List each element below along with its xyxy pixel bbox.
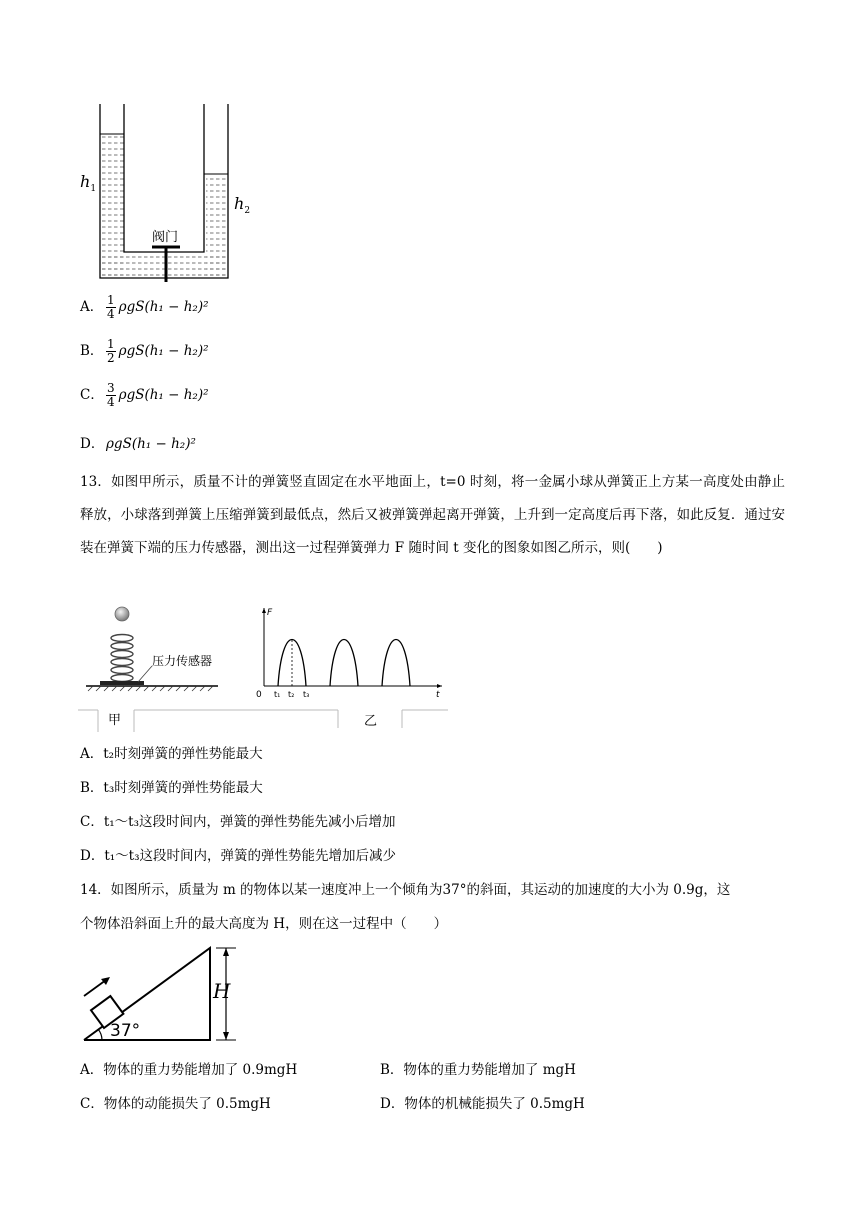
- q14-option-a: A．物体的重力势能增加了 0.9mgH: [80, 1062, 298, 1078]
- force-time-graph: [254, 604, 448, 728]
- q14-stem-line1: 14．如图所示，质量为 m 的物体以某一速度冲上一个倾角为37°的斜面，其运动的加速度的大小为 0.9g，这: [80, 882, 731, 898]
- svg-text:t₂: t₂: [288, 690, 295, 699]
- q14-stem-line2: 个物体沿斜面上升的最大高度为 H，则在这一过程中（ ）: [80, 916, 448, 932]
- q14-option-b: B．物体的重力势能增加了 mgH: [380, 1062, 576, 1078]
- fraction: $\frac{3}{4}$: [107, 381, 115, 409]
- q12-option-d: D． ρgS(h₁ − h₂)²: [80, 436, 196, 452]
- q12-option-c: C． $\frac{3}{4}$ ρgS(h₁ − h₂)²: [80, 381, 209, 409]
- h1-label: $h_1$: [80, 172, 97, 195]
- q13-option-d: D．t₁～t₃这段时间内，弹簧的弹性势能先增加后减少: [80, 848, 396, 864]
- fig-jia-label: 甲: [108, 713, 122, 728]
- fraction: $\frac{1}{4}$: [107, 293, 115, 321]
- q13-option-a: A．t₂时刻弹簧的弹性势能最大: [80, 746, 263, 762]
- u-tube-figure: [78, 104, 258, 284]
- svg-text:t: t: [436, 690, 440, 700]
- h2-label: $h_2$: [234, 194, 251, 217]
- q13-stem: 13．如图甲所示，质量不计的弹簧竖直固定在水平地面上，t=0 时刻，将一金属小球从弹簧正上方某一高度处由静止释放，小球落到弹簧上压缩弹簧到最低点，然后又被弹簧弹起离开弹簧，上升到一定高度后再下落，如此反复．通过安装在弹簧下端的压力传感器，测出这一过程弹簧弹力 F 随时间 t 变化的图象如图乙所示，则( ): [80, 474, 785, 556]
- q12-option-a: A． $\frac{1}{4}$ ρgS(h₁ − h₂)²: [80, 293, 209, 321]
- fraction: $\frac{1}{2}$: [107, 337, 115, 365]
- svg-text:t₁: t₁: [274, 690, 281, 699]
- svg-text:0: 0: [256, 690, 262, 700]
- q14-option-d: D．物体的机械能损失了 0.5mgH: [380, 1096, 585, 1112]
- spring-figure: [78, 602, 258, 732]
- q13-option-b: B．t₃时刻弹簧的弹性势能最大: [80, 780, 263, 796]
- height-label: H: [213, 979, 231, 1003]
- q13-option-c: C．t₁～t₃这段时间内，弹簧的弹性势能先减小后增加: [80, 814, 396, 830]
- svg-text:F: F: [267, 608, 273, 618]
- fig-yi-label: 乙: [364, 714, 378, 728]
- angle-label: 37°: [110, 1021, 141, 1041]
- q12-option-b: B． $\frac{1}{2}$ ρgS(h₁ − h₂)²: [80, 337, 209, 365]
- sensor-label: 压力传感器: [152, 654, 213, 668]
- valve-label: 阀门: [152, 230, 179, 245]
- svg-text:t₃: t₃: [303, 690, 310, 699]
- incline-figure: [80, 938, 260, 1048]
- q14-option-c: C．物体的动能损失了 0.5mgH: [80, 1096, 271, 1112]
